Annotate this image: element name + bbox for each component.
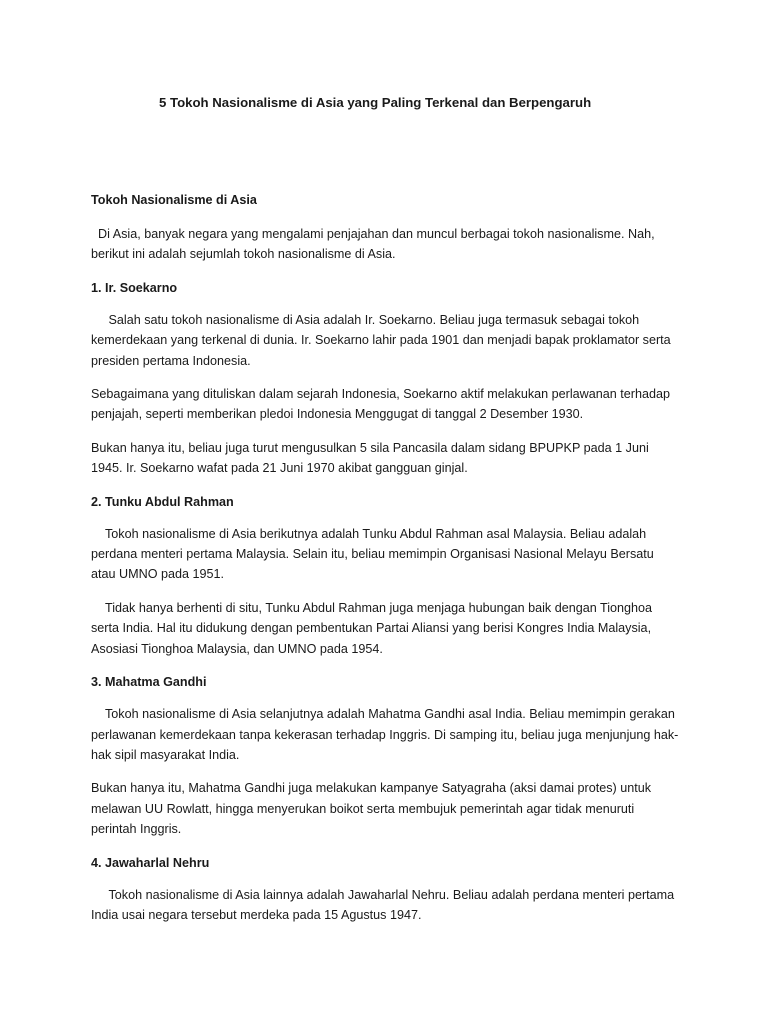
heading-jawaharlal-nehru: 4. Jawaharlal Nehru bbox=[91, 855, 210, 870]
intro-paragraph: Di Asia, banyak negara yang mengalami penjajahan dan muncul berbagai tokoh nasionalisme. Nah, berikut ini adalah sejumlah tokoh nasionalisme di Asia. bbox=[91, 227, 659, 262]
document-title: 5 Tokoh Nasionalisme di Asia yang Paling Terkenal dan Berpengaruh bbox=[159, 95, 592, 110]
paragraph: Tokoh nasionalisme di Asia berikutnya adalah Tunku Abdul Rahman asal Malaysia. Beliau adalah perdana menteri pertama Malaysia. Selain itu, beliau memimpin Organisasi Nasional Melayu Bersatu atau UMNO pada 1951. bbox=[91, 526, 658, 582]
paragraph: Bukan hanya itu, Mahatma Gandhi juga melakukan kampanye Satyagraha (aksi damai protes) untuk melawan UU Rowlatt, hingga menyerukan boikot serta membujuk pemerintah agar tidak menuruti perintah Inggris. bbox=[91, 781, 652, 837]
paragraph: Salah satu tokoh nasionalisme di Asia adalah Ir. Soekarno. Beliau juga termasuk sebagai tokoh kemerdekaan yang terkenal di dunia. Ir. Soekarno lahir pada 1901 dan menjadi bapak proklamator serta presiden pertama Indonesia. bbox=[91, 312, 675, 368]
heading-tunku-abdul-rahman: 2. Tunku Abdul Rahman bbox=[91, 494, 234, 509]
section-heading: Tokoh Nasionalisme di Asia bbox=[91, 193, 257, 207]
paragraph: Tokoh nasionalisme di Asia selanjutnya adalah Mahatma Gandhi asal India. Beliau memimpin gerakan perlawanan kemerdekaan tanpa kekerasan terhadap Inggris. Di samping itu, beliau juga menjunjung hak-hak sipil masyarakat India. bbox=[91, 707, 679, 762]
paragraph: Tokoh nasionalisme di Asia lainnya adalah Jawaharlal Nehru. Beliau adalah perdana menteri pertama India usai negara tersebut merdeka pada 15 Agustus 1947. bbox=[91, 887, 678, 922]
heading-soekarno: 1. Ir. Soekarno bbox=[91, 280, 178, 295]
paragraph: Sebagaimana yang dituliskan dalam sejarah Indonesia, Soekarno aktif melakukan perlawanan terhadap penjajah, seperti memberikan pledoi Indonesia Menggugat di tanggal 2 Desember 1930. bbox=[91, 387, 670, 422]
paragraph: Bukan hanya itu, beliau juga turut mengusulkan 5 sila Pancasila dalam sidang BPUPKP pada 1 Juni 1945. Ir. Soekarno wafat pada 21 Juni 1970 akibat gangguan ginjal. bbox=[91, 440, 649, 476]
document-body bbox=[91, 190, 681, 938]
heading-mahatma-gandhi: 3. Mahatma Gandhi bbox=[91, 675, 207, 690]
paragraph: Tidak hanya berhenti di situ, Tunku Abdul Rahman juga menjaga hubungan baik dengan Tionghoa serta India. Hal itu didukung dengan pembentukan Partai Aliansi yang berisi Kongres India Malaysia, Asosiasi Tionghoa Malaysia, dan UMNO pada 1954. bbox=[91, 600, 656, 656]
